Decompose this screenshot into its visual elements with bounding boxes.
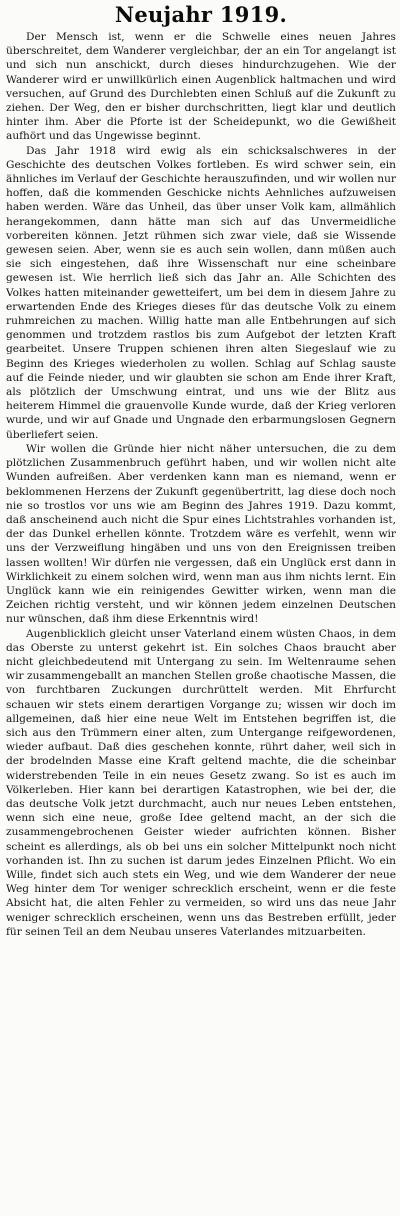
paragraph-2: Das Jahr 1918 wird ewig als ein schicksalschweres in der Geschichte des deutschen Volkes fortleben. Es wird schwer sein, ein ähnliches im Verlauf der Geschichte herauszufinden, und wir wollen nur hoffen, daß die kommenden Geschicke nichts Aehnliches aufzuweisen haben werden. Wäre das Unheil, das über unser Volk kam, allmählich herangekommen, dann hätte man sich auf das Unvermeidliche vorbereiten können. Jetzt rühmen sich zwar viele, daß sie Wissende gewesen seien. Aber, wenn sie es auch sein wollen, dann müßen auch sie sich eingestehen, daß ihre Wissenschaft nur eine scheinbare gewesen ist. Wie herrlich ließ sich das Jahr an. Alle Schichten des Volkes hatten miteinander gewetteifert, um bei dem in diesem Jahre zu erwartenden Ende des Krieges dieses für das deutsche Volk zu einem ruhmreichen zu machen. Willig hatte man alle Entbehrungen auf sich genommen und trotzdem rastlos bis zum Aufgebot der letzten Kraft gearbeitet. Unsere Truppen schienen ihren alten Siegeslauf wie zu Beginn des Krieges wiederholen zu wollen. Schlag auf Schlag sauste auf die Feinde nieder, und wir glaubten sie schon am Ende ihrer Kraft, als plötzlich der Umschwung eintrat, und uns wie der Blitz aus heiterem Himmel die grauenvolle Kunde wurde, daß der Krieg verloren wurde, und wir auf Gnade und Ungnade den erbarmungslosen Gegnern überliefert seien.: [6, 144, 396, 441]
paragraph-3: Wir wollen die Gründe hier nicht näher untersuchen, die zu dem plötzlichen Zusammenbruch geführt haben, und wir wollen nicht alte Wunden aufreißen. Aber verdenken kann man es niemand, wenn er beklommenen Herzens der Zukunft gegenübertritt, lag diese doch noch nie so trostlos vor uns wie am Beginn des Jahres 1919. Dazu kommt, daß anscheinend auch nicht die Spur eines Lichtstrahles vorhanden ist, der das Dunkel erhellen könnte. Trotzdem wäre es verfehlt, wenn wir uns der Verzweiflung hingäben und uns von den Ereignissen treiben lassen wollten! Wir dürfen nie vergessen, daß ein Unglück erst dann in Wirklichkeit zu einem solchen wird, wenn man aus ihm nichts lernt. Ein Unglück kann wie ein reinigendes Gewitter wirken, wenn man die Zeichen richtig versteht, und wir können jedem einzelnen Deutschen nur wünschen, daß ihm diese Erkenntnis wird!: [6, 442, 396, 626]
paragraph-1: Der Mensch ist, wenn er die Schwelle eines neuen Jahres überschreitet, dem Wanderer vergleichbar, der an ein Tor angelangt ist und sich nun anschickt, durch dieses hindurchzugehen. Wie der Wanderer wird er unwillkürlich einen Augenblick haltmachen und wird versuchen, auf Grund des Durchlebten einen Schluß auf die Zukunft zu ziehen. Der Weg, den er bisher durchschritten, liegt klar und deutlich hinter ihm. Aber die Pforte ist der Scheidepunkt, wo die Gewißheit aufhört und das Ungewisse beginnt.: [6, 31, 396, 143]
article-title: Neujahr 1919.: [114, 2, 288, 27]
paragraph-4: Augenblicklich gleicht unser Vaterland einem wüsten Chaos, in dem das Oberste zu unterst gekehrt ist. Ein solches Chaos braucht aber nicht gleichbedeutend mit Untergang zu sein. Im Weltenraume sehen wir zusammengeballt an manchen Stellen große chaotische Massen, die von furchtbaren Zuckungen durchrüttelt werden. Mit Ehrfurcht schauen wir stets einem derartigen Vorgange zu; wissen wir doch im allgemeinen, daß hier eine neue Welt im Entstehen begriffen ist, die sich aus den Trümmern einer alten, zum Untergange reifgewordenen, wieder aufbaut. Daß dies geschehen konnte, rührt daher, weil sich in der brodelnden Masse eine Kraft geltend machte, die die scheinbar widerstrebenden Teile in ein neues Gesetz zwang. So ist es auch im Völkerleben. Hier kann bei derartigen Katastrophen, wie bei der, die das deutsche Volk jetzt durchmacht, auch nur neues Leben entstehen, wenn sich eine neue, große Idee geltend macht, an der sich die zusammengebrochenen Geister wieder aufrichten können. Bisher scheint es allerdings, als ob bei uns ein solcher Mittelpunkt noch nicht vorhanden ist. Ihn zu suchen ist darum jedes Einzelnen Pflicht. Wo ein Wille, findet sich auch stets ein Weg, und wie dem Wanderer der neue Weg hinter dem Tor weniger schrecklich erscheint, wenn er die feste Absicht hat, die alten Fehler zu vermeiden, so wird uns das neue Jahr weniger schrecklich erscheinen, wenn uns das Bestreben erfüllt, jeder für seinen Teil an dem Neubau unseres Vaterlandes mitzuarbeiten.: [6, 627, 396, 938]
article-body: [6, 30, 396, 939]
